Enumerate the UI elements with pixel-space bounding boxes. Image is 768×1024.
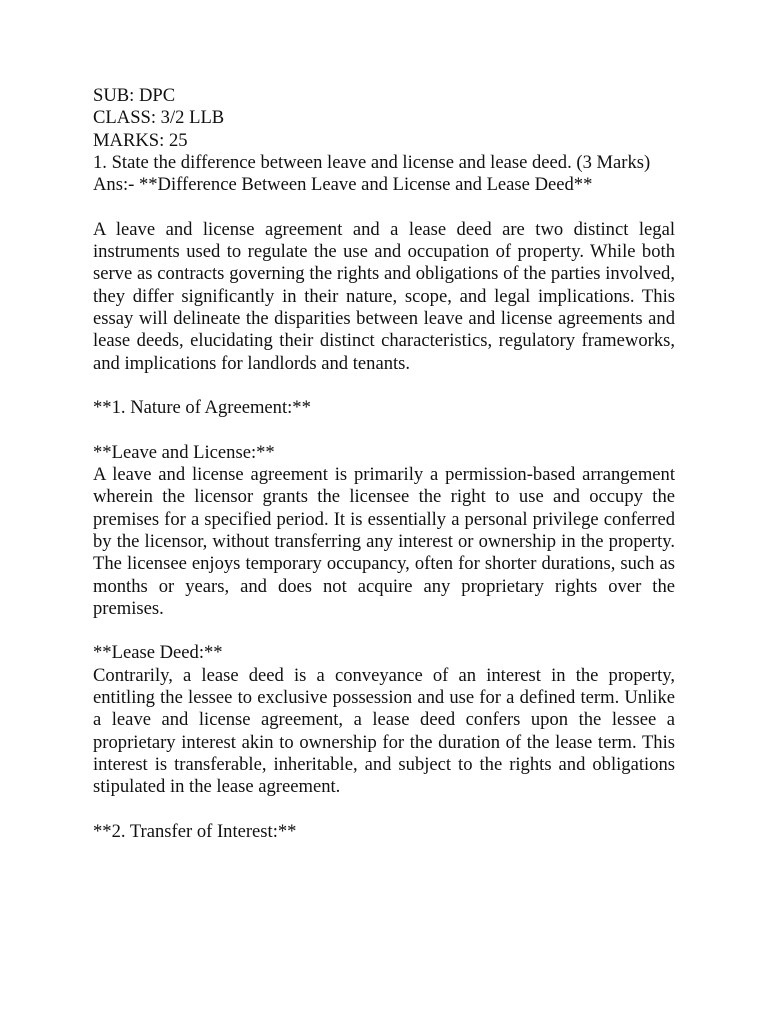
answer-title: Ans:- **Difference Between Leave and License and Lease Deed** bbox=[93, 174, 593, 196]
leave-license-paragraph: A leave and license agreement is primarily a permission-based arrangement wherein the licensor grants the licensee the right to use and occupy the premises for a specified period. It is essentially a personal privilege conferred by the licensor, without transferring any interest or ownership in the property. The licensee enjoys temporary occupancy, often for shorter durations, such as months or years, and does not acquire any proprietary rights over the premises. bbox=[93, 464, 675, 619]
question-line: 1. State the difference between leave and license and lease deed. (3 Marks) bbox=[93, 151, 651, 173]
intro-paragraph: A leave and license agreement and a lease deed are two distinct legal instruments used to regulate the use and occupation of property. While both serve as contracts governing the rights and obligations of the parties involved, they differ significantly in their nature, scope, and legal implications. This essay will delineate the disparities between leave and license agreements and lease deeds, elucidating their distinct characteristics, regulatory frameworks, and implications for landlords and tenants. bbox=[93, 218, 675, 374]
marks-line: MARKS: 25 bbox=[93, 129, 188, 151]
subject-line: SUB: DPC bbox=[93, 85, 176, 106]
lease-deed-paragraph: Contrarily, a lease deed is a conveyance of an interest in the property, entitling the lessee to exclusive possession and use for a defined term. Unlike a leave and license agreement, a lease deed confers upon the lessee a proprietary interest akin to ownership for the duration of the lease term. This interest is transferable, inheritable, and subject to the rights and obligations stipulated in the lease agreement. bbox=[93, 664, 675, 798]
class-line: CLASS: 3/2 LLB bbox=[93, 107, 225, 129]
leave-license-heading: **Leave and License:** bbox=[93, 441, 275, 463]
lease-deed-heading: **Lease Deed:** bbox=[93, 642, 223, 664]
section2-heading: **2. Transfer of Interest:** bbox=[93, 820, 297, 842]
section1-heading: **1. Nature of Agreement:** bbox=[93, 397, 311, 419]
